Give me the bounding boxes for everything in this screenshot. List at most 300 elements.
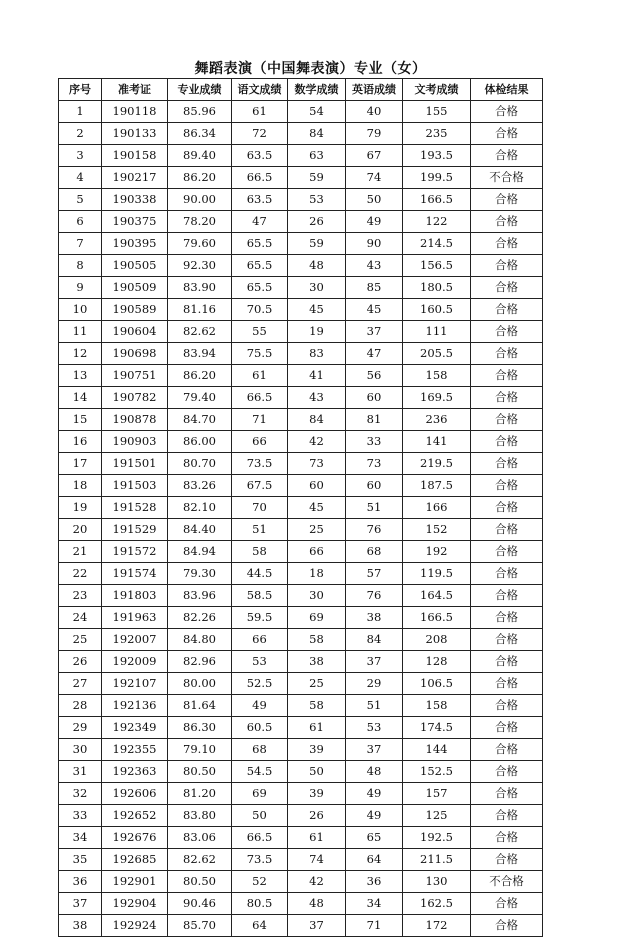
index-cell: 4 xyxy=(59,167,102,189)
culture-score-cell: 152.5 xyxy=(403,761,471,783)
math-score-cell: 69 xyxy=(288,607,346,629)
math-score-cell: 30 xyxy=(288,277,346,299)
exam-id-cell: 192904 xyxy=(102,893,168,915)
table-row xyxy=(59,717,543,739)
major-score-cell: 80.70 xyxy=(168,453,232,475)
major-score-cell: 81.64 xyxy=(168,695,232,717)
physical-result-cell: 合格 xyxy=(471,519,543,541)
major-score-cell: 82.10 xyxy=(168,497,232,519)
chinese-score-cell: 73.5 xyxy=(232,849,288,871)
english-score-cell: 50 xyxy=(346,189,403,211)
english-score-cell: 57 xyxy=(346,563,403,585)
chinese-score-cell: 44.5 xyxy=(232,563,288,585)
math-score-cell: 48 xyxy=(288,255,346,277)
table-row xyxy=(59,497,543,519)
exam-id-cell: 192676 xyxy=(102,827,168,849)
physical-result-cell: 合格 xyxy=(471,475,543,497)
culture-score-cell: 199.5 xyxy=(403,167,471,189)
culture-score-cell: 158 xyxy=(403,695,471,717)
major-score-cell: 83.90 xyxy=(168,277,232,299)
major-score-cell: 83.06 xyxy=(168,827,232,849)
culture-score-cell: 119.5 xyxy=(403,563,471,585)
chinese-score-cell: 53 xyxy=(232,651,288,673)
chinese-score-cell: 65.5 xyxy=(232,233,288,255)
math-score-cell: 84 xyxy=(288,123,346,145)
english-score-cell: 76 xyxy=(346,519,403,541)
major-score-cell: 84.40 xyxy=(168,519,232,541)
culture-score-cell: 122 xyxy=(403,211,471,233)
math-score-cell: 39 xyxy=(288,739,346,761)
culture-score-cell: 174.5 xyxy=(403,717,471,739)
exam-id-cell: 190158 xyxy=(102,145,168,167)
math-score-cell: 26 xyxy=(288,805,346,827)
math-score-cell: 42 xyxy=(288,871,346,893)
exam-id-cell: 192924 xyxy=(102,915,168,937)
exam-id-cell: 192685 xyxy=(102,849,168,871)
index-cell: 16 xyxy=(59,431,102,453)
physical-result-cell: 合格 xyxy=(471,409,543,431)
culture-score-cell: 169.5 xyxy=(403,387,471,409)
index-cell: 5 xyxy=(59,189,102,211)
table-row xyxy=(59,673,543,695)
exam-id-cell: 190589 xyxy=(102,299,168,321)
physical-result-cell: 合格 xyxy=(471,497,543,519)
chinese-score-cell: 63.5 xyxy=(232,189,288,211)
exam-id-cell: 192363 xyxy=(102,761,168,783)
exam-id-cell: 190217 xyxy=(102,167,168,189)
column-header-physical-result: 体检结果 xyxy=(471,79,543,101)
culture-score-cell: 219.5 xyxy=(403,453,471,475)
english-score-cell: 37 xyxy=(346,739,403,761)
chinese-score-cell: 66 xyxy=(232,431,288,453)
index-cell: 29 xyxy=(59,717,102,739)
chinese-score-cell: 73.5 xyxy=(232,453,288,475)
chinese-score-cell: 64 xyxy=(232,915,288,937)
major-score-cell: 79.40 xyxy=(168,387,232,409)
exam-id-cell: 190505 xyxy=(102,255,168,277)
chinese-score-cell: 51 xyxy=(232,519,288,541)
chinese-score-cell: 58 xyxy=(232,541,288,563)
physical-result-cell: 合格 xyxy=(471,651,543,673)
math-score-cell: 26 xyxy=(288,211,346,233)
english-score-cell: 60 xyxy=(346,475,403,497)
math-score-cell: 25 xyxy=(288,519,346,541)
english-score-cell: 85 xyxy=(346,277,403,299)
culture-score-cell: 156.5 xyxy=(403,255,471,277)
index-cell: 1 xyxy=(59,101,102,123)
index-cell: 31 xyxy=(59,761,102,783)
culture-score-cell: 166.5 xyxy=(403,607,471,629)
index-cell: 15 xyxy=(59,409,102,431)
math-score-cell: 61 xyxy=(288,827,346,849)
chinese-score-cell: 70 xyxy=(232,497,288,519)
index-cell: 36 xyxy=(59,871,102,893)
column-header-index: 序号 xyxy=(59,79,102,101)
culture-score-cell: 236 xyxy=(403,409,471,431)
chinese-score-cell: 55 xyxy=(232,321,288,343)
math-score-cell: 63 xyxy=(288,145,346,167)
physical-result-cell: 合格 xyxy=(471,123,543,145)
index-cell: 30 xyxy=(59,739,102,761)
english-score-cell: 49 xyxy=(346,211,403,233)
table-row xyxy=(59,871,543,893)
physical-result-cell: 不合格 xyxy=(471,167,543,189)
physical-result-cell: 合格 xyxy=(471,563,543,585)
index-cell: 8 xyxy=(59,255,102,277)
exam-id-cell: 190604 xyxy=(102,321,168,343)
table-row xyxy=(59,167,543,189)
major-score-cell: 83.94 xyxy=(168,343,232,365)
major-score-cell: 83.96 xyxy=(168,585,232,607)
table-row xyxy=(59,387,543,409)
physical-result-cell: 合格 xyxy=(471,453,543,475)
exam-id-cell: 191501 xyxy=(102,453,168,475)
math-score-cell: 37 xyxy=(288,915,346,937)
physical-result-cell: 合格 xyxy=(471,717,543,739)
physical-result-cell: 合格 xyxy=(471,629,543,651)
major-score-cell: 80.50 xyxy=(168,871,232,893)
major-score-cell: 79.60 xyxy=(168,233,232,255)
exam-id-cell: 190782 xyxy=(102,387,168,409)
english-score-cell: 74 xyxy=(346,167,403,189)
english-score-cell: 37 xyxy=(346,651,403,673)
chinese-score-cell: 61 xyxy=(232,101,288,123)
math-score-cell: 58 xyxy=(288,629,346,651)
culture-score-cell: 128 xyxy=(403,651,471,673)
english-score-cell: 47 xyxy=(346,343,403,365)
english-score-cell: 64 xyxy=(346,849,403,871)
exam-id-cell: 192901 xyxy=(102,871,168,893)
column-header-chinese-score: 语文成绩 xyxy=(232,79,288,101)
chinese-score-cell: 65.5 xyxy=(232,255,288,277)
english-score-cell: 45 xyxy=(346,299,403,321)
index-cell: 23 xyxy=(59,585,102,607)
culture-score-cell: 155 xyxy=(403,101,471,123)
exam-id-cell: 191529 xyxy=(102,519,168,541)
exam-id-cell: 190698 xyxy=(102,343,168,365)
table-row xyxy=(59,475,543,497)
math-score-cell: 59 xyxy=(288,233,346,255)
math-score-cell: 74 xyxy=(288,849,346,871)
math-score-cell: 43 xyxy=(288,387,346,409)
table-row xyxy=(59,101,543,123)
english-score-cell: 60 xyxy=(346,387,403,409)
english-score-cell: 43 xyxy=(346,255,403,277)
math-score-cell: 39 xyxy=(288,783,346,805)
physical-result-cell: 合格 xyxy=(471,695,543,717)
index-cell: 32 xyxy=(59,783,102,805)
chinese-score-cell: 66 xyxy=(232,629,288,651)
index-cell: 14 xyxy=(59,387,102,409)
major-score-cell: 81.20 xyxy=(168,783,232,805)
culture-score-cell: 125 xyxy=(403,805,471,827)
math-score-cell: 84 xyxy=(288,409,346,431)
english-score-cell: 38 xyxy=(346,607,403,629)
culture-score-cell: 144 xyxy=(403,739,471,761)
chinese-score-cell: 63.5 xyxy=(232,145,288,167)
physical-result-cell: 合格 xyxy=(471,783,543,805)
index-cell: 33 xyxy=(59,805,102,827)
index-cell: 12 xyxy=(59,343,102,365)
index-cell: 2 xyxy=(59,123,102,145)
index-cell: 37 xyxy=(59,893,102,915)
exam-id-cell: 191528 xyxy=(102,497,168,519)
culture-score-cell: 158 xyxy=(403,365,471,387)
math-score-cell: 45 xyxy=(288,299,346,321)
math-score-cell: 45 xyxy=(288,497,346,519)
major-score-cell: 79.30 xyxy=(168,563,232,585)
major-score-cell: 82.62 xyxy=(168,849,232,871)
exam-id-cell: 190133 xyxy=(102,123,168,145)
table-header-row xyxy=(59,79,543,101)
exam-id-cell: 192007 xyxy=(102,629,168,651)
chinese-score-cell: 71 xyxy=(232,409,288,431)
math-score-cell: 60 xyxy=(288,475,346,497)
culture-score-cell: 141 xyxy=(403,431,471,453)
major-score-cell: 81.16 xyxy=(168,299,232,321)
exam-id-cell: 191572 xyxy=(102,541,168,563)
physical-result-cell: 合格 xyxy=(471,673,543,695)
chinese-score-cell: 68 xyxy=(232,739,288,761)
chinese-score-cell: 52 xyxy=(232,871,288,893)
table-row xyxy=(59,629,543,651)
exam-id-cell: 190338 xyxy=(102,189,168,211)
physical-result-cell: 合格 xyxy=(471,761,543,783)
physical-result-cell: 合格 xyxy=(471,211,543,233)
table-row xyxy=(59,915,543,937)
table-row xyxy=(59,189,543,211)
exam-id-cell: 191503 xyxy=(102,475,168,497)
english-score-cell: 68 xyxy=(346,541,403,563)
table-row xyxy=(59,233,543,255)
index-cell: 19 xyxy=(59,497,102,519)
major-score-cell: 83.80 xyxy=(168,805,232,827)
math-score-cell: 61 xyxy=(288,717,346,739)
culture-score-cell: 192 xyxy=(403,541,471,563)
physical-result-cell: 合格 xyxy=(471,255,543,277)
major-score-cell: 84.70 xyxy=(168,409,232,431)
math-score-cell: 54 xyxy=(288,101,346,123)
math-score-cell: 50 xyxy=(288,761,346,783)
major-score-cell: 85.70 xyxy=(168,915,232,937)
culture-score-cell: 164.5 xyxy=(403,585,471,607)
exam-id-cell: 192652 xyxy=(102,805,168,827)
math-score-cell: 18 xyxy=(288,563,346,585)
chinese-score-cell: 80.5 xyxy=(232,893,288,915)
physical-result-cell: 合格 xyxy=(471,431,543,453)
english-score-cell: 73 xyxy=(346,453,403,475)
english-score-cell: 65 xyxy=(346,827,403,849)
english-score-cell: 36 xyxy=(346,871,403,893)
physical-result-cell: 合格 xyxy=(471,277,543,299)
physical-result-cell: 合格 xyxy=(471,849,543,871)
major-score-cell: 86.34 xyxy=(168,123,232,145)
table-row xyxy=(59,805,543,827)
table-row xyxy=(59,431,543,453)
table-row xyxy=(59,695,543,717)
english-score-cell: 34 xyxy=(346,893,403,915)
english-score-cell: 48 xyxy=(346,761,403,783)
english-score-cell: 71 xyxy=(346,915,403,937)
culture-score-cell: 192.5 xyxy=(403,827,471,849)
index-cell: 28 xyxy=(59,695,102,717)
culture-score-cell: 180.5 xyxy=(403,277,471,299)
table-row xyxy=(59,321,543,343)
physical-result-cell: 合格 xyxy=(471,805,543,827)
column-header-culture-score: 文考成绩 xyxy=(403,79,471,101)
major-score-cell: 82.26 xyxy=(168,607,232,629)
culture-score-cell: 193.5 xyxy=(403,145,471,167)
math-score-cell: 25 xyxy=(288,673,346,695)
physical-result-cell: 合格 xyxy=(471,387,543,409)
major-score-cell: 86.20 xyxy=(168,365,232,387)
chinese-score-cell: 65.5 xyxy=(232,277,288,299)
table-row xyxy=(59,783,543,805)
english-score-cell: 49 xyxy=(346,783,403,805)
english-score-cell: 29 xyxy=(346,673,403,695)
chinese-score-cell: 47 xyxy=(232,211,288,233)
major-score-cell: 89.40 xyxy=(168,145,232,167)
physical-result-cell: 合格 xyxy=(471,585,543,607)
index-cell: 18 xyxy=(59,475,102,497)
major-score-cell: 92.30 xyxy=(168,255,232,277)
culture-score-cell: 111 xyxy=(403,321,471,343)
english-score-cell: 67 xyxy=(346,145,403,167)
culture-score-cell: 162.5 xyxy=(403,893,471,915)
table-row xyxy=(59,277,543,299)
table-row xyxy=(59,893,543,915)
major-score-cell: 86.30 xyxy=(168,717,232,739)
physical-result-cell: 合格 xyxy=(471,893,543,915)
major-score-cell: 85.96 xyxy=(168,101,232,123)
exam-id-cell: 190878 xyxy=(102,409,168,431)
exam-id-cell: 190509 xyxy=(102,277,168,299)
english-score-cell: 84 xyxy=(346,629,403,651)
physical-result-cell: 合格 xyxy=(471,739,543,761)
math-score-cell: 41 xyxy=(288,365,346,387)
table-row xyxy=(59,541,543,563)
major-score-cell: 83.26 xyxy=(168,475,232,497)
major-score-cell: 90.46 xyxy=(168,893,232,915)
exam-id-cell: 190375 xyxy=(102,211,168,233)
index-cell: 17 xyxy=(59,453,102,475)
table-row xyxy=(59,739,543,761)
index-cell: 20 xyxy=(59,519,102,541)
culture-score-cell: 205.5 xyxy=(403,343,471,365)
chinese-score-cell: 66.5 xyxy=(232,387,288,409)
physical-result-cell: 合格 xyxy=(471,321,543,343)
english-score-cell: 37 xyxy=(346,321,403,343)
table-row xyxy=(59,145,543,167)
index-cell: 6 xyxy=(59,211,102,233)
english-score-cell: 49 xyxy=(346,805,403,827)
major-score-cell: 86.20 xyxy=(168,167,232,189)
major-score-cell: 80.00 xyxy=(168,673,232,695)
chinese-score-cell: 66.5 xyxy=(232,827,288,849)
index-cell: 25 xyxy=(59,629,102,651)
chinese-score-cell: 50 xyxy=(232,805,288,827)
culture-score-cell: 235 xyxy=(403,123,471,145)
index-cell: 3 xyxy=(59,145,102,167)
english-score-cell: 51 xyxy=(346,497,403,519)
table-row xyxy=(59,211,543,233)
math-score-cell: 53 xyxy=(288,189,346,211)
culture-score-cell: 166 xyxy=(403,497,471,519)
culture-score-cell: 152 xyxy=(403,519,471,541)
table-row xyxy=(59,123,543,145)
physical-result-cell: 合格 xyxy=(471,299,543,321)
major-score-cell: 90.00 xyxy=(168,189,232,211)
math-score-cell: 73 xyxy=(288,453,346,475)
table-row xyxy=(59,563,543,585)
index-cell: 27 xyxy=(59,673,102,695)
major-score-cell: 82.96 xyxy=(168,651,232,673)
index-cell: 24 xyxy=(59,607,102,629)
table-row xyxy=(59,651,543,673)
exam-id-cell: 192349 xyxy=(102,717,168,739)
english-score-cell: 33 xyxy=(346,431,403,453)
index-cell: 9 xyxy=(59,277,102,299)
column-header-english-score: 英语成绩 xyxy=(346,79,403,101)
exam-id-cell: 190903 xyxy=(102,431,168,453)
culture-score-cell: 166.5 xyxy=(403,189,471,211)
physical-result-cell: 合格 xyxy=(471,145,543,167)
chinese-score-cell: 54.5 xyxy=(232,761,288,783)
chinese-score-cell: 61 xyxy=(232,365,288,387)
table-row xyxy=(59,409,543,431)
major-score-cell: 80.50 xyxy=(168,761,232,783)
english-score-cell: 81 xyxy=(346,409,403,431)
index-cell: 26 xyxy=(59,651,102,673)
chinese-score-cell: 70.5 xyxy=(232,299,288,321)
exam-id-cell: 190751 xyxy=(102,365,168,387)
exam-id-cell: 190395 xyxy=(102,233,168,255)
column-header-exam-id: 准考证 xyxy=(102,79,168,101)
physical-result-cell: 合格 xyxy=(471,101,543,123)
index-cell: 13 xyxy=(59,365,102,387)
column-header-math-score: 数学成绩 xyxy=(288,79,346,101)
math-score-cell: 48 xyxy=(288,893,346,915)
table-row xyxy=(59,827,543,849)
index-cell: 38 xyxy=(59,915,102,937)
physical-result-cell: 合格 xyxy=(471,607,543,629)
exam-id-cell: 192606 xyxy=(102,783,168,805)
chinese-score-cell: 69 xyxy=(232,783,288,805)
table-row xyxy=(59,519,543,541)
math-score-cell: 30 xyxy=(288,585,346,607)
math-score-cell: 42 xyxy=(288,431,346,453)
exam-id-cell: 190118 xyxy=(102,101,168,123)
exam-id-cell: 192355 xyxy=(102,739,168,761)
index-cell: 34 xyxy=(59,827,102,849)
english-score-cell: 40 xyxy=(346,101,403,123)
culture-score-cell: 130 xyxy=(403,871,471,893)
table-row xyxy=(59,365,543,387)
english-score-cell: 51 xyxy=(346,695,403,717)
chinese-score-cell: 59.5 xyxy=(232,607,288,629)
major-score-cell: 86.00 xyxy=(168,431,232,453)
index-cell: 35 xyxy=(59,849,102,871)
culture-score-cell: 214.5 xyxy=(403,233,471,255)
major-score-cell: 79.10 xyxy=(168,739,232,761)
index-cell: 7 xyxy=(59,233,102,255)
table-row xyxy=(59,761,543,783)
exam-id-cell: 191574 xyxy=(102,563,168,585)
table-row xyxy=(59,255,543,277)
chinese-score-cell: 52.5 xyxy=(232,673,288,695)
table-row xyxy=(59,585,543,607)
table-row xyxy=(59,849,543,871)
